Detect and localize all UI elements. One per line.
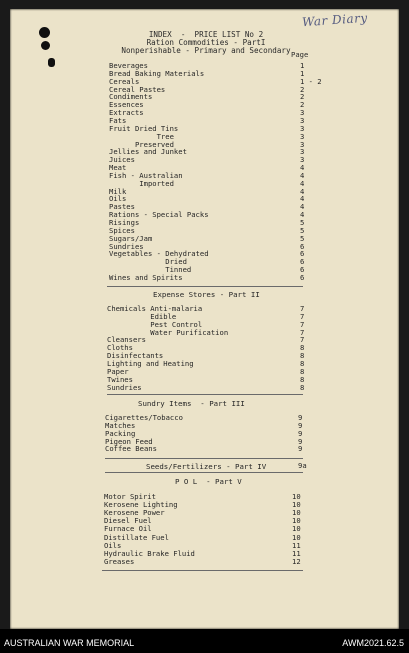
- index-entry: Condiments: [109, 92, 153, 102]
- divider: [105, 472, 303, 473]
- index-entry: Kerosene Power: [104, 508, 165, 518]
- index-entry-page: 10: [292, 492, 301, 501]
- index-entry: Fish - Australian: [109, 170, 183, 180]
- page-column-label: Page: [291, 50, 309, 59]
- index-entry: Cigarettes/Tobacco: [105, 413, 183, 422]
- index-entry-page: 2: [300, 92, 305, 102]
- index-entry-page: 3: [300, 108, 305, 118]
- index-entry-page: 6: [300, 272, 305, 282]
- index-entry: Cloths: [107, 343, 133, 353]
- index-entry: Extracts: [109, 108, 144, 118]
- index-entry-page: 6: [300, 241, 305, 251]
- index-entry: Wines and Spirits: [109, 272, 183, 282]
- index-entry: Sugars/Jam: [109, 233, 153, 243]
- index-entry-page: 5: [300, 225, 305, 235]
- index-entry-page: 10: [292, 532, 301, 542]
- divider: [107, 286, 303, 287]
- index-entry: Disinfectants: [107, 351, 164, 361]
- part4-title: Seeds/Fertilizers - Part IV: [146, 462, 267, 471]
- index-entry-page: 5: [300, 233, 305, 243]
- index-entry-page: 10: [292, 500, 301, 510]
- index-entry-page: 1 - 2: [300, 76, 322, 86]
- index-entry: Kerosene Lighting: [104, 500, 178, 510]
- index-entry-page: 4: [300, 170, 305, 180]
- handwritten-annotation: War Diary: [301, 10, 369, 30]
- index-entry-page: 3: [300, 155, 305, 165]
- index-entry: Vegetables - Dehydrated: [109, 249, 209, 259]
- index-entry: Milk: [109, 186, 127, 196]
- index-entry: Imported: [109, 178, 174, 188]
- index-entry-page: 10: [292, 516, 301, 526]
- index-entry-page: 8: [300, 374, 305, 384]
- index-entry-page: 10: [292, 508, 301, 518]
- index-entry-page: 2: [300, 84, 305, 94]
- divider: [105, 458, 303, 459]
- index-entry: Risings: [109, 218, 140, 227]
- index-entry: Sundries: [107, 382, 142, 392]
- footer-source: AUSTRALIAN WAR MEMORIAL: [4, 638, 135, 648]
- index-entry-page: 7: [300, 304, 305, 313]
- index-entry: Bread Baking Materials: [109, 68, 205, 78]
- index-entry: Matches: [105, 420, 136, 430]
- index-entry-page: 3: [300, 147, 305, 157]
- index-entry-page: 3: [300, 131, 305, 141]
- index-entry: Greases: [104, 556, 135, 566]
- punch-hole: [48, 58, 55, 67]
- index-entry-page: 4: [300, 163, 305, 173]
- index-entry-page: 11: [292, 548, 301, 558]
- index-entry: Paper: [107, 366, 129, 376]
- index-entry: Cereal Pastes: [109, 84, 166, 94]
- index-entry: Jellies and Junket: [109, 147, 187, 157]
- index-entry-page: 8: [300, 382, 305, 392]
- index-entry: Distillate Fuel: [104, 532, 169, 542]
- index-entry-page: 4: [300, 194, 305, 204]
- index-entry: Motor Spirit: [104, 492, 156, 501]
- index-entry: Spices: [109, 225, 135, 235]
- index-entry: Meat: [109, 163, 127, 173]
- index-entry-page: 4: [300, 202, 305, 212]
- index-entry-page: 7: [300, 311, 305, 321]
- index-entry-page: 4: [300, 186, 305, 196]
- index-entry-page: 11: [292, 540, 301, 550]
- index-entry-page: 9: [298, 444, 303, 454]
- index-entry-page: 3: [300, 139, 305, 149]
- index-entry: Dried: [109, 257, 187, 267]
- index-entry-page: 7: [300, 327, 305, 337]
- footer-accession: AWM2021.62.5: [342, 638, 404, 648]
- index-entry-page: 1: [300, 68, 305, 78]
- index-entry: Tinned: [109, 265, 192, 275]
- index-entry: Rations - Special Packs: [109, 210, 209, 220]
- index-entry-page: 9: [298, 413, 303, 422]
- index-entry: Cereals: [109, 76, 140, 86]
- index-entry: Water Purification: [107, 327, 229, 337]
- index-entry-page: 6: [300, 257, 305, 267]
- index-entry-page: 8: [300, 366, 305, 376]
- divider: [107, 394, 303, 395]
- punch-hole: [39, 27, 50, 38]
- index-entry-page: 7: [300, 319, 305, 329]
- index-entry-page: 4: [300, 178, 305, 188]
- index-entry: Furnace Oil: [104, 524, 152, 534]
- index-entry: Chemicals Anti-malaria: [107, 304, 203, 313]
- document-page: [10, 9, 399, 629]
- index-entry-page: 6: [300, 249, 305, 259]
- index-entry-page: 10: [292, 524, 301, 534]
- index-entry-page: 5: [300, 218, 305, 227]
- index-entry: Coffee Beans: [105, 444, 157, 454]
- part4-page: 9a: [298, 461, 307, 470]
- index-subtitle-2: Nonperishable - Primary and Secondary: [121, 46, 291, 55]
- index-entry: Hydraulic Brake Fluid: [104, 548, 195, 558]
- index-entry: Beverages: [109, 61, 148, 70]
- index-entry: Lighting and Heating: [107, 358, 194, 368]
- index-entry: Edible: [107, 311, 177, 321]
- index-entry: Pigeon Feed: [105, 436, 153, 446]
- index-entry-page: 6: [300, 265, 305, 275]
- index-entry-page: 8: [300, 351, 305, 361]
- index-entry: Sundries: [109, 241, 144, 251]
- index-entry: Diesel Fuel: [104, 516, 152, 526]
- index-entry: Juices: [109, 155, 135, 165]
- index-entry: Cleansers: [107, 335, 146, 345]
- index-entry-page: 2: [300, 100, 305, 110]
- index-entry: Packing: [105, 428, 136, 438]
- index-entry-page: 3: [300, 123, 305, 133]
- index-title: INDEX - PRICE LIST No 2: [148, 30, 264, 39]
- part3-title: Sundry Items - Part III: [138, 399, 245, 408]
- part5-title: P O L - Part V: [175, 477, 242, 486]
- index-entry-page: 4: [300, 210, 305, 220]
- index-entry: Oils: [109, 194, 127, 204]
- index-entry: Tree: [109, 131, 174, 141]
- divider: [102, 570, 303, 571]
- index-entry-page: 9: [298, 428, 303, 438]
- index-entry-page: 9: [298, 436, 303, 446]
- index-entry-page: 7: [300, 335, 305, 345]
- index-entry: Twines: [107, 374, 133, 384]
- index-entry-page: 1: [300, 61, 305, 70]
- index-entry: Pastes: [109, 202, 135, 212]
- punch-hole: [41, 41, 50, 50]
- index-entry: Oils: [104, 540, 122, 550]
- index-entry-page: 8: [300, 343, 305, 353]
- index-entry-page: 3: [300, 115, 305, 125]
- index-entry: Pest Control: [107, 319, 203, 329]
- index-entry: Preserved: [109, 139, 174, 149]
- part2-title: Expense Stores - Part II: [153, 290, 260, 299]
- index-entry-page: 12: [292, 556, 301, 566]
- index-entry-page: 9: [298, 420, 303, 430]
- index-subtitle: Ration Commodities - PartI: [146, 38, 266, 47]
- index-entry: Fats: [109, 115, 127, 125]
- index-entry: Fruit Dried Tins: [109, 123, 179, 133]
- footer-bar: [0, 629, 409, 653]
- index-entry-page: 8: [300, 358, 305, 368]
- index-entry: Essences: [109, 100, 144, 110]
